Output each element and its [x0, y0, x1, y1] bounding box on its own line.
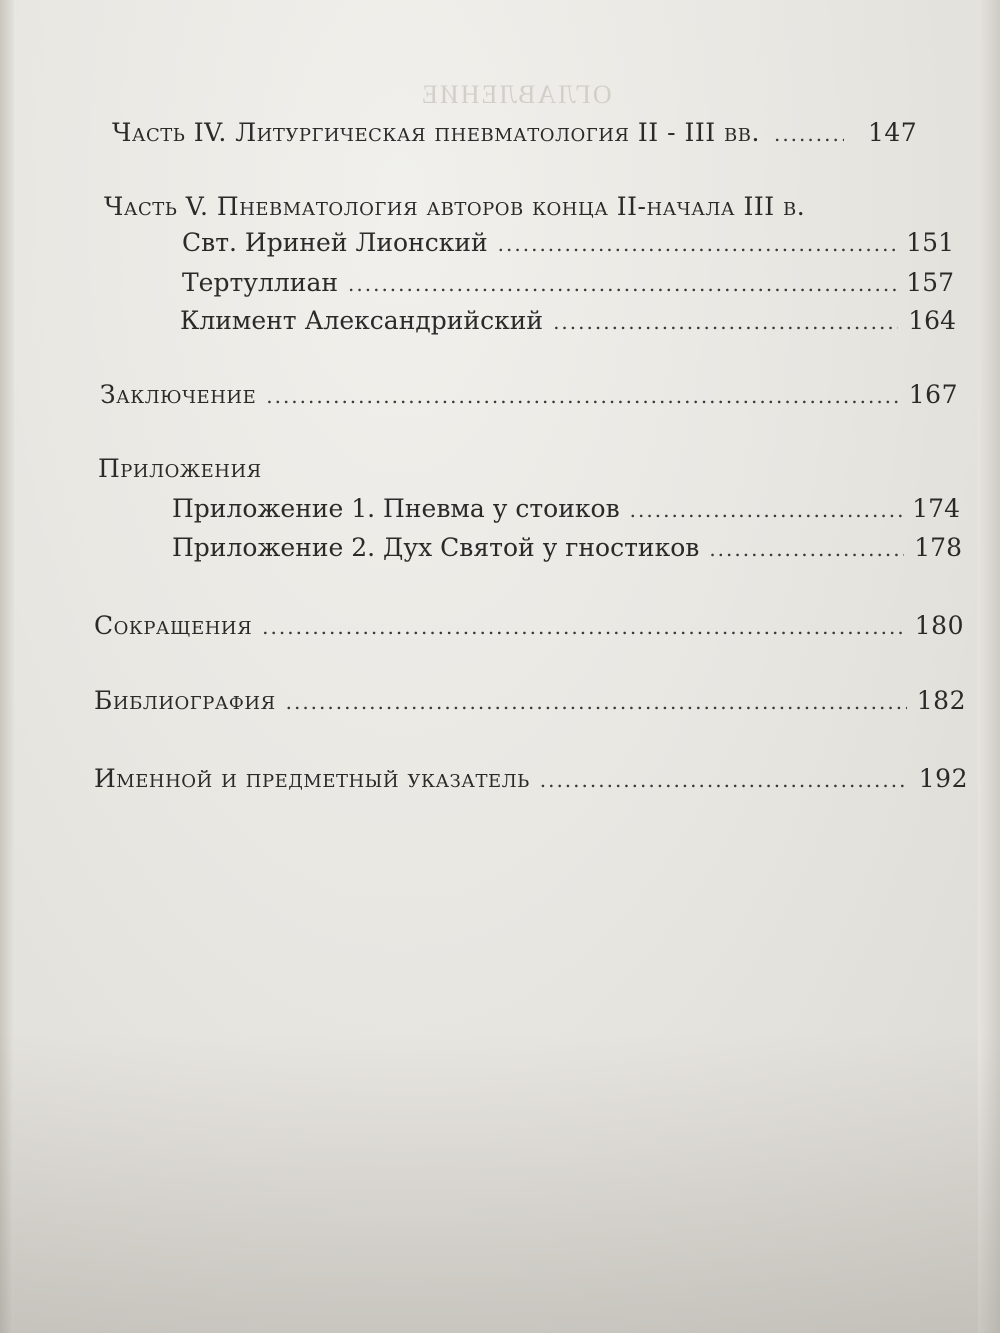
toc-entry-index [94, 764, 968, 793]
dot-leader [540, 770, 909, 790]
toc-entry-page: 151 [906, 228, 954, 257]
toc-entry-page: 147 [867, 118, 918, 147]
toc-entry-bibliography [94, 686, 966, 715]
toc-heading-appendices: Приложения [98, 454, 262, 483]
toc-entry-conclusion [100, 380, 958, 409]
toc-entry-page: 180 [914, 611, 964, 640]
dot-leader [630, 500, 903, 520]
toc-entry-page: 164 [908, 306, 956, 335]
toc-entry-irenaeus [182, 228, 954, 257]
toc-entry-appendix1 [172, 494, 960, 523]
dot-leader [286, 692, 907, 712]
bleed-through-heading: ОГЛАВЛЕНИЕ [420, 80, 612, 109]
dot-leader [498, 234, 897, 254]
toc-entry-title: Свт. Ириней Лионский [182, 228, 488, 257]
toc-entry-page: 178 [914, 533, 962, 562]
toc-entry-page: 167 [908, 380, 958, 409]
dot-leader [774, 124, 844, 144]
toc-entry-page: 157 [906, 268, 954, 297]
toc-entry-appendix2 [172, 533, 962, 562]
toc-entry-title: Тертуллиан [182, 268, 339, 297]
toc-entry-page: 192 [918, 764, 968, 793]
toc-entry-clement [180, 306, 956, 335]
dot-leader [553, 312, 898, 332]
dot-leader [709, 539, 904, 559]
toc-entry-title: Заключение [100, 380, 257, 409]
toc-entry-title: Библиография [94, 686, 276, 715]
toc-entry-title: Приложение 1. Пневма у стоиков [172, 494, 620, 523]
dot-leader [348, 274, 896, 294]
toc-entry-title: Часть IV. Литургическая пневматология II - III вв. [112, 118, 760, 147]
toc-entry-page: 182 [916, 686, 966, 715]
toc-heading-part5: Часть V. Пневматология авторов конца II-начала III в. [104, 192, 806, 221]
toc-entry-page: 174 [912, 494, 960, 523]
toc-entry-title: Именной и предметный указатель [94, 764, 530, 793]
toc-entry-part4 [112, 118, 950, 147]
toc-entry-title: Климент Александрийский [180, 306, 544, 335]
dot-leader [262, 617, 905, 637]
dot-leader [266, 386, 899, 406]
toc-entry-tertullian [182, 268, 954, 297]
toc-entry-title: Приложение 2. Дух Святой у гностиков [172, 533, 700, 562]
toc-entry-title: Сокращения [94, 611, 253, 640]
toc-entry-abbreviations [94, 611, 964, 640]
